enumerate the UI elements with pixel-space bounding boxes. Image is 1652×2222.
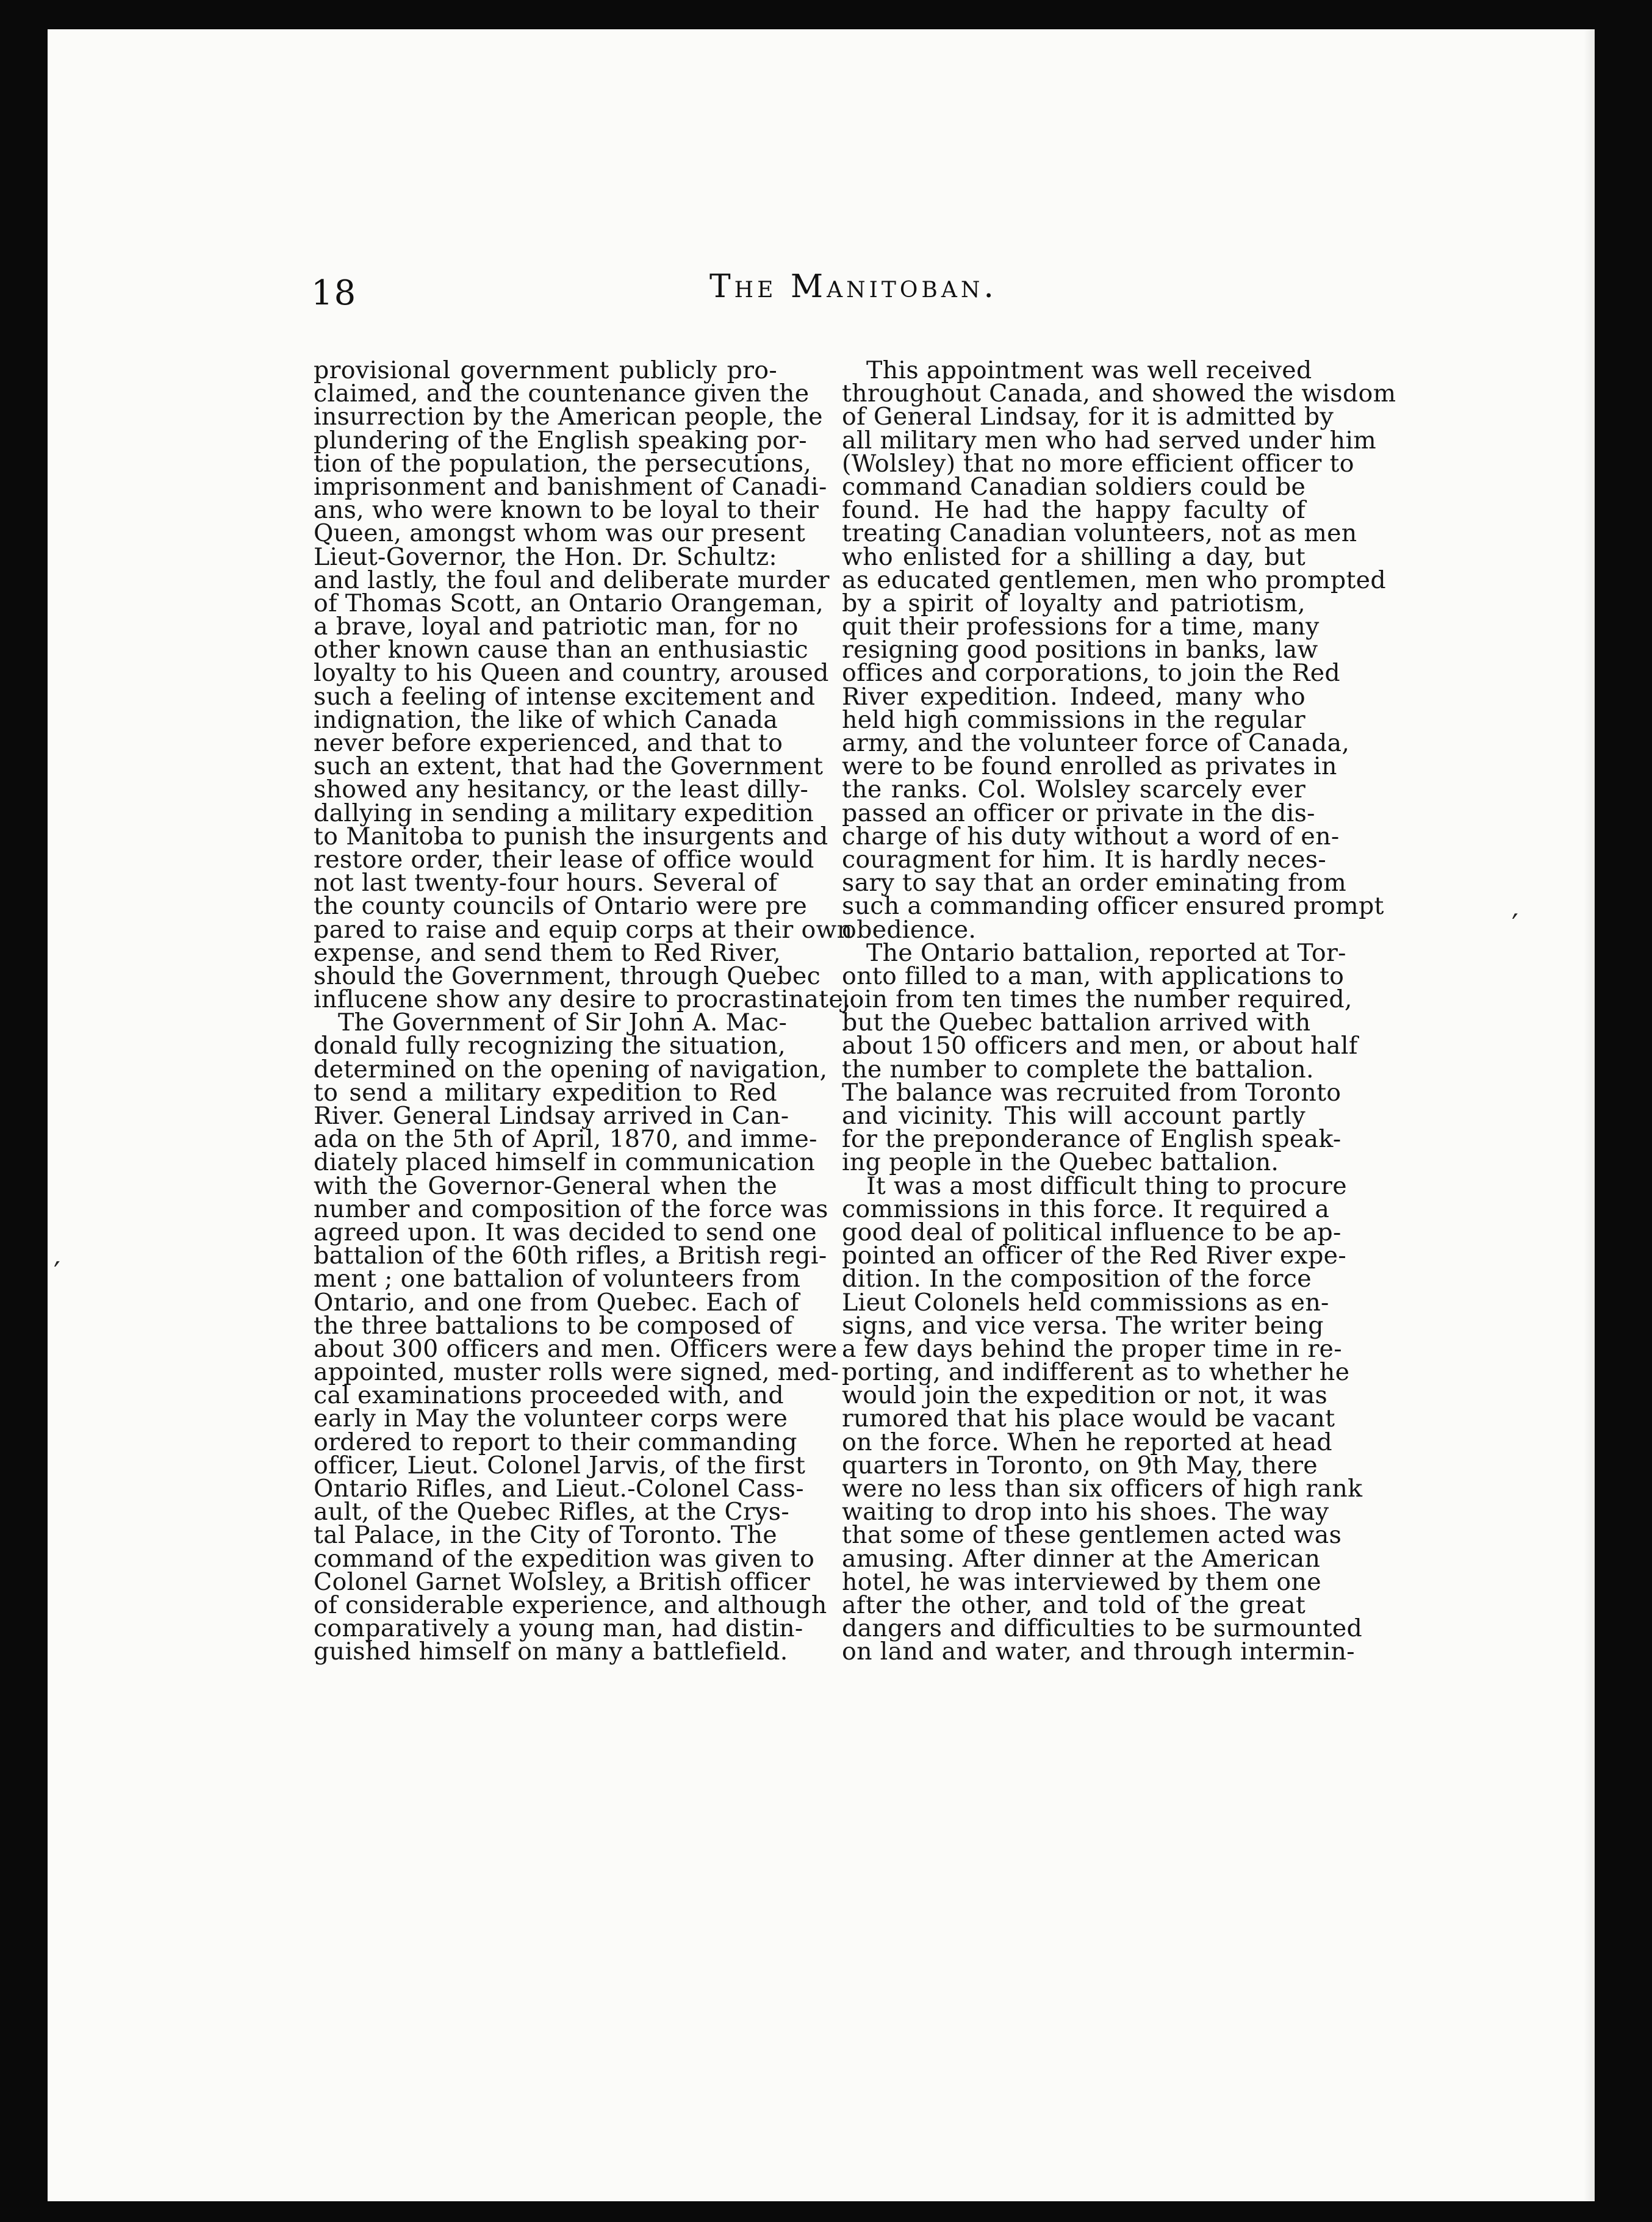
text-line: about 300 officers and men. Officers were	[314, 1334, 838, 1363]
text-line: Lieut-Governor, the Hon. Dr. Schultz:	[314, 542, 777, 571]
text-line: donald fully recognizing the situation,	[314, 1032, 786, 1060]
text-line: pointed an officer of the Red River expe-	[842, 1242, 1346, 1270]
text-line: signs, and vice versa. The writer being	[842, 1311, 1324, 1340]
text-line: Ontario Rifles, and Lieut.-Colonel Cass-	[314, 1475, 804, 1503]
text-line: dangers and difficulties to be surmounted	[842, 1614, 1363, 1643]
margin-mark-right: ′	[1512, 908, 1518, 942]
text-line: the number to complete the battalion.	[842, 1055, 1314, 1084]
text-line: rumored that his place would be vacant	[842, 1404, 1335, 1433]
text-line: ment ; one battalion of volunteers from	[314, 1265, 801, 1293]
text-line: found. He had the happy faculty of	[842, 496, 1305, 525]
text-line: This appointment was well received	[866, 356, 1312, 384]
text-line: held high commissions in the regular	[842, 705, 1305, 734]
text-line: were to be found enrolled as privates in	[842, 752, 1337, 781]
text-line: hotel, he was interviewed by them one	[842, 1567, 1321, 1596]
text-line: onto filled to a man, with applications to	[842, 962, 1345, 990]
text-line: influcene show any desire to procrastinate.	[314, 985, 851, 1014]
text-line: but the Quebec battalion arrived with	[842, 1009, 1311, 1037]
text-line: River. General Lindsay arrived in Can-	[314, 1102, 789, 1130]
text-line: cal examinations proceeded with, and	[314, 1381, 784, 1410]
text-line: and vicinity. This will account partly	[842, 1102, 1305, 1130]
text-line: early in May the volunteer corps were	[314, 1404, 788, 1433]
text-line: waiting to drop into his shoes. The way	[842, 1498, 1329, 1526]
right-column	[842, 356, 1396, 1666]
text-line: as educated gentlemen, men who prompted	[842, 566, 1386, 594]
text-line: appointed, muster rolls were signed, med-	[314, 1358, 839, 1387]
text-line: would join the expedition or not, it was	[842, 1381, 1328, 1410]
text-line: charge of his duty without a word of en-	[842, 822, 1340, 850]
left-column	[314, 356, 853, 1666]
text-line: It was a most difficult thing to procure	[866, 1171, 1347, 1200]
text-line: were no less than six officers of high rank	[842, 1475, 1363, 1503]
text-line: the ranks. Col. Wolsley scarcely ever	[842, 775, 1305, 804]
text-line: officer, Lieut. Colonel Jarvis, of the first	[314, 1451, 806, 1480]
text-line: resigning good positions in banks, law	[842, 636, 1318, 664]
text-line: ordered to report to their commanding	[314, 1428, 797, 1456]
text-line: the county councils of Ontario were pre	[314, 892, 808, 921]
text-line: Queen, amongst whom was our present	[314, 519, 806, 548]
text-line: tal Palace, in the City of Toronto. The	[314, 1521, 777, 1550]
text-line: couragment for him. It is hardly neces-	[842, 845, 1327, 874]
text-line: about 150 officers and men, or about half	[842, 1032, 1358, 1060]
text-line: good deal of political influence to be ap-	[842, 1218, 1341, 1246]
text-line: by a spirit of loyalty and patriotism,	[842, 589, 1305, 617]
scanned-page	[48, 29, 1595, 2201]
text-line: passed an officer or private in the dis-	[842, 799, 1315, 827]
text-line: such an extent, that had the Government	[314, 752, 824, 781]
text-line: and lastly, the foul and deliberate murder	[314, 566, 830, 594]
text-line: never before experienced, and that to	[314, 729, 783, 757]
text-line: insurrection by the American people, the	[314, 403, 823, 431]
text-line: plundering of the English speaking por-	[314, 426, 807, 455]
page-edge-shadow	[1584, 29, 1595, 2201]
text-line: diately placed himself in communication	[314, 1148, 816, 1177]
text-line: a few days behind the proper time in re-	[842, 1334, 1342, 1363]
text-line: the three battalions to be composed of	[314, 1311, 793, 1340]
text-line: to send a military expedition to Red	[314, 1078, 777, 1107]
text-line: porting, and indifferent as to whether he	[842, 1358, 1350, 1387]
text-line: determined on the opening of navigation,	[314, 1055, 828, 1084]
text-line: restore order, their lease of office would	[314, 845, 814, 874]
text-line: of considerable experience, and although	[314, 1591, 827, 1619]
text-line: guished himself on many a battlefield.	[314, 1638, 788, 1666]
text-line: pared to raise and equip corps at their own	[314, 915, 853, 944]
text-line: not last twenty-four hours. Several of	[314, 869, 778, 897]
text-line: of Thomas Scott, an Ontario Orangeman,	[314, 589, 824, 617]
text-line: such a feeling of intense excitement and	[314, 682, 816, 711]
text-line: that some of these gentlemen acted was	[842, 1521, 1342, 1550]
text-line: should the Government, through Quebec	[314, 962, 821, 990]
text-line: Colonel Garnet Wolsley, a British officer	[314, 1567, 811, 1596]
text-line: sary to say that an order eminating from	[842, 869, 1347, 897]
text-line: tion of the population, the persecutions,	[314, 449, 812, 478]
text-line: obedience.	[842, 915, 977, 944]
text-line: Lieut Colonels held commissions as en-	[842, 1288, 1329, 1317]
text-line: claimed, and the countenance given the	[314, 379, 810, 408]
text-line: showed any hesitancy, or the least dilly-	[314, 775, 809, 804]
text-line: offices and corporations, to join the Red	[842, 659, 1341, 688]
text-line: dition. In the composition of the force	[842, 1265, 1312, 1293]
text-line: Ontario, and one from Quebec. Each of	[314, 1288, 800, 1317]
text-line: for the preponderance of English speak-	[842, 1125, 1341, 1154]
text-line: with the Governor-General when the	[314, 1171, 777, 1200]
text-line: all military men who had served under him	[842, 426, 1377, 455]
margin-mark-left: ′	[54, 1256, 60, 1290]
text-line: such a commanding officer ensured prompt	[842, 892, 1384, 921]
text-line: ing people in the Quebec battalion.	[842, 1148, 1279, 1177]
text-line: treating Canadian volunteers, not as men	[842, 519, 1357, 548]
text-line: quit their professions for a time, many	[842, 613, 1320, 641]
running-title: The Manitoban.	[709, 268, 997, 305]
text-line: a brave, loyal and patriotic man, for no	[314, 613, 799, 641]
text-line: throughout Canada, and showed the wisdom	[842, 379, 1396, 408]
text-line: loyalty to his Queen and country, aroused	[314, 659, 829, 688]
text-line: join from ten times the number required,	[842, 985, 1352, 1014]
text-line: ault, of the Quebec Rifles, at the Crys-	[314, 1498, 789, 1526]
text-line: to Manitoba to punish the insurgents and	[314, 822, 828, 850]
text-line: amusing. After dinner at the American	[842, 1544, 1321, 1573]
text-line: army, and the volunteer force of Canada,	[842, 729, 1350, 757]
text-line: other known cause than an enthusiastic	[314, 636, 808, 664]
text-line: commissions in this force. It required a	[842, 1195, 1330, 1223]
text-line: (Wolsley) that no more efficient officer to	[842, 449, 1354, 478]
text-line: command Canadian soldiers could be	[842, 472, 1306, 501]
text-line: ans, who were known to be loyal to their	[314, 496, 819, 525]
page-number: 18	[311, 273, 357, 313]
text-line: dallying in sending a military expedition	[314, 799, 814, 827]
text-line: The Ontario battalion, reported at Tor-	[866, 938, 1346, 967]
text-line: of General Lindsay, for it is admitted by	[842, 403, 1334, 431]
text-line: command of the expedition was given to	[314, 1544, 815, 1573]
text-line: The balance was recruited from Toronto	[842, 1078, 1341, 1107]
text-line: on land and water, and through intermin-	[842, 1638, 1355, 1666]
text-line: battalion of the 60th rifles, a British regi-	[314, 1242, 827, 1270]
text-line: quarters in Toronto, on 9th May, there	[842, 1451, 1318, 1480]
text-line: number and composition of the force was	[314, 1195, 828, 1223]
text-line: comparatively a young man, had distin-	[314, 1614, 803, 1643]
text-line: River expedition. Indeed, many who	[842, 682, 1305, 711]
text-line: indignation, the like of which Canada	[314, 705, 778, 734]
text-line: agreed upon. It was decided to send one	[314, 1218, 817, 1246]
text-line: after the other, and told of the great	[842, 1591, 1305, 1619]
text-line: ada on the 5th of April, 1870, and imme-	[314, 1125, 817, 1154]
text-line: who enlisted for a shilling a day, but	[842, 542, 1305, 571]
text-line: provisional government publicly pro-	[314, 356, 777, 384]
text-line: imprisonment and banishment of Canadi-	[314, 472, 827, 501]
text-line: expense, and send them to Red River,	[314, 938, 781, 967]
text-line: The Government of Sir John A. Mac-	[338, 1009, 788, 1037]
text-line: on the force. When he reported at head	[842, 1428, 1333, 1456]
